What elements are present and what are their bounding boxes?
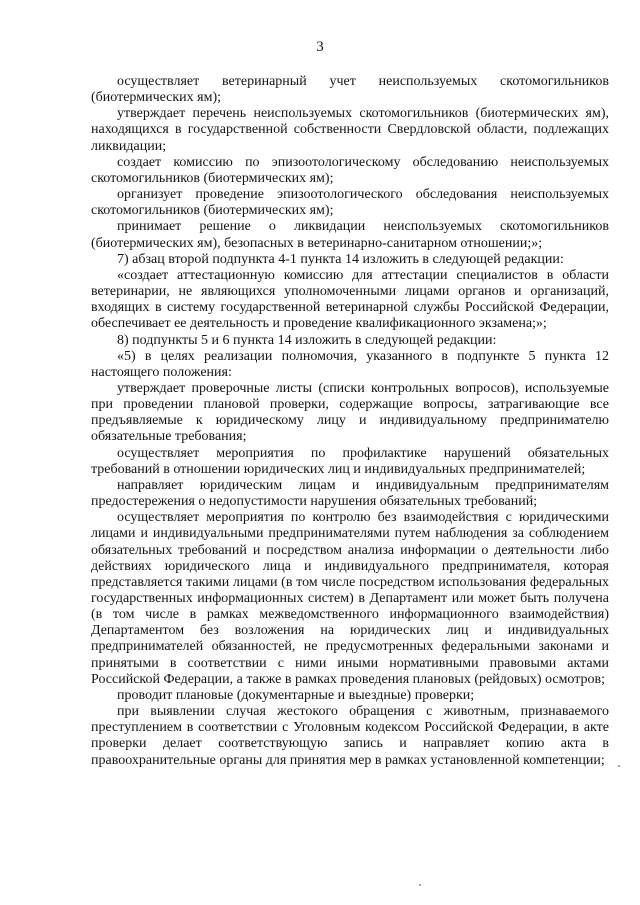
body-paragraph: принимает решение о ликвидации неиспользуемых скотомогильников (биотермических ям), безопасных в ветеринарно-санитарном отношении;»; (91, 219, 609, 251)
body-paragraph: направляет юридическим лицам и индивидуальным предпринимателям предостережения о недопустимости нарушения обязательных требований; (91, 477, 609, 510)
body-paragraph: «5) в целях реализации полномочия, указанного в подпункте 5 пункта 12 настоящего положения: (91, 348, 609, 380)
scan-speck (419, 884, 421, 886)
body-paragraph: утверждает перечень неиспользуемых скотомогильников (биотермических ям), находящихся в государственной собственности Свердловской области, подлежащих ликвидации; (91, 106, 609, 154)
scan-speck (618, 765, 620, 767)
body-paragraph: «создает аттестационную комиссию для аттестации специалистов в области ветеринарии, не являющихся уполномоченными лицами органов и организаций, входящих в систему государственной ветеринарной службы Российской Федерации, обеспечивает ее деятельность и проведение квалификационного экзамена;»; (91, 267, 609, 332)
body-paragraph: утверждает проверочные листы (списки контрольных вопросов), используемые при проведении плановой проверки, содержащие вопросы, затрагивающие все предъявляемые к юридическому лицу и индивидуальному предпринимателю обязательные требования; (91, 380, 609, 445)
page-number: 3 (316, 39, 324, 55)
body-paragraph: организует проведение эпизоотологического обследования неиспользуемых скотомогильников (биотермических ям); (91, 187, 609, 219)
document-body (91, 74, 609, 769)
body-paragraph: осуществляет ветеринарный учет неиспользуемых скотомогильников (биотермических ям); (91, 74, 609, 106)
body-paragraph: осуществляет мероприятия по профилактике нарушений обязательных требований в отношении юридических лиц и индивидуальных предпринимателей; (91, 445, 609, 477)
body-paragraph: при выявлении случая жестокого обращения с животным, признаваемого преступлением в соответствии с Уголовным кодексом Российской Федерации, в акте проверки делает соответствующую запись и направляет копию акта в правоохранительные органы для принятия мер в рамках установленной компетенции; (91, 704, 609, 768)
body-paragraph: создает комиссию по эпизоотологическому обследованию неиспользуемых скотомогильников (биотермических ям); (91, 154, 609, 186)
body-paragraph: 8) подпункты 5 и 6 пункта 14 изложить в следующей редакции: (117, 332, 497, 348)
body-paragraph: 7) абзац второй подпункта 4-1 пункта 14 изложить в следующей редакции: (117, 251, 564, 267)
body-paragraph: проводит плановые (документарные и выездные) проверки; (117, 687, 475, 703)
body-paragraph: осуществляет мероприятия по контролю без взаимодействия с юридическими лицами и индивидуальными предпринимателями путем наблюдения за соблюдением обязательных требований и посредством анализа информации о деятельности либо действиях юридического лица и индивидуального предпринимателя, которая представляется такими лицами (в том числе посредством использования федеральных государственных информационных систем) в Департамент или может быть получена (в том числе в рамках межведомственного информационного взаимодействия) Департаментом без возложения на юридических лиц и индивидуальных предпринимателей обязанностей, не предусмотренных федеральными законами и принятыми в соответствии с ними иными нормативными правовыми актами Российской Федерации, а также в рамках проведения плановых (рейдовых) осмотров; (91, 510, 609, 687)
